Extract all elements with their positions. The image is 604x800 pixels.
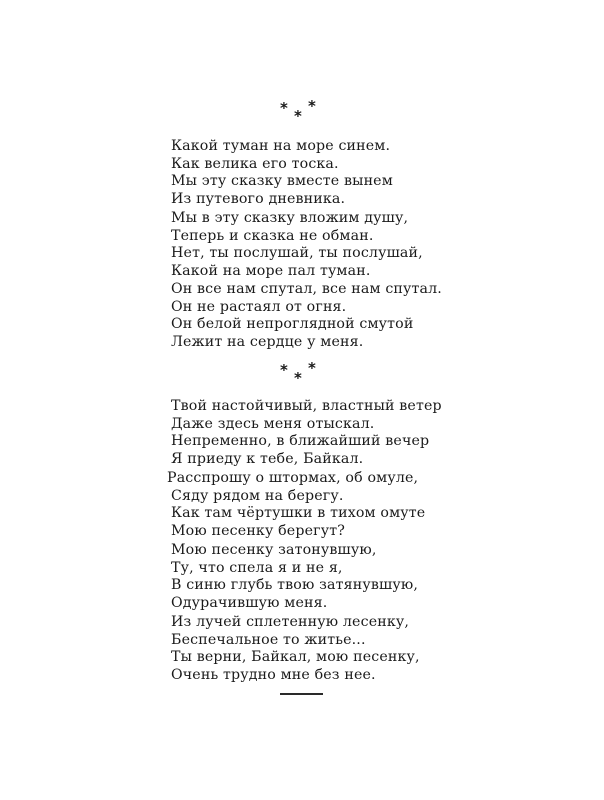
verse-line: Лежит на сердце у меня.: [171, 333, 364, 350]
asterisk-icon: *: [294, 369, 302, 387]
verse-line: Мы в эту сказку вложим душу,: [171, 210, 409, 226]
verse-line: Нет, ты послушай, ты послушай,: [171, 245, 423, 262]
asterisk-icon: *: [308, 97, 316, 115]
poem-2-stanza-3: [171, 542, 491, 612]
verse-line: Даже здесь меня отыскал.: [171, 415, 375, 432]
verse-line: Как велика его тоска.: [171, 155, 339, 172]
asterisk-icon: *: [280, 361, 288, 379]
asterism-separator: [270, 359, 330, 387]
verse-line: Мою песенку берегут?: [171, 522, 345, 539]
poem-1-stanza-3: [171, 281, 491, 351]
asterisk-icon: *: [280, 99, 288, 117]
verse-line: Он все нам спутал, все нам спутал.: [171, 281, 442, 297]
poem-2-stanza-1: [171, 398, 491, 468]
verse-line: Расспрошу о штормах, об омуле,: [167, 470, 419, 486]
verse-line: Из путевого дневника.: [171, 190, 346, 207]
verse-line: Беспечальное то житье...: [171, 631, 366, 648]
verse-line: Сяду рядом на берегу.: [171, 487, 344, 504]
verse-line: Одурачившую меня.: [171, 594, 328, 611]
verse-line: Я приеду к тебе, Байкал.: [171, 450, 364, 467]
verse-line: Мою песенку затонувшую,: [171, 542, 377, 558]
poem-2-stanza-2: [167, 470, 487, 540]
verse-line: Он не растаял от огня.: [171, 298, 347, 315]
verse-line: Ты верни, Байкал, мою песенку,: [171, 649, 420, 666]
section-end-rule: [280, 693, 323, 695]
asterism-separator: [270, 97, 330, 125]
verse-line: Непременно, в ближайший вечер: [171, 433, 430, 450]
verse-line: Теперь и сказка не обман.: [171, 227, 374, 244]
verse-line: Очень трудно мне без нее.: [171, 666, 376, 683]
verse-line: Твой настойчивый, властный ветер: [171, 398, 442, 414]
asterisk-icon: *: [308, 359, 316, 377]
asterisk-icon: *: [294, 107, 302, 125]
poem-1-stanza-2: [171, 210, 491, 280]
verse-line: Он белой непроглядной смутой: [171, 316, 414, 333]
verse-line: Какой туман на море синем.: [171, 138, 391, 154]
verse-line: В синю глубь твою затянувшую,: [171, 577, 418, 594]
verse-line: Ту, что спела я и не я,: [171, 559, 343, 576]
verse-line: Из лучей сплетенную лесенку,: [171, 614, 410, 630]
verse-line: Какой на море пал туман.: [171, 262, 371, 279]
verse-line: Как там чёртушки в тихом омуте: [171, 505, 426, 522]
verse-line: Мы эту сказку вместе вынем: [171, 173, 393, 190]
poem-1-stanza-1: [171, 138, 491, 208]
poem-2-stanza-4: [171, 614, 491, 684]
